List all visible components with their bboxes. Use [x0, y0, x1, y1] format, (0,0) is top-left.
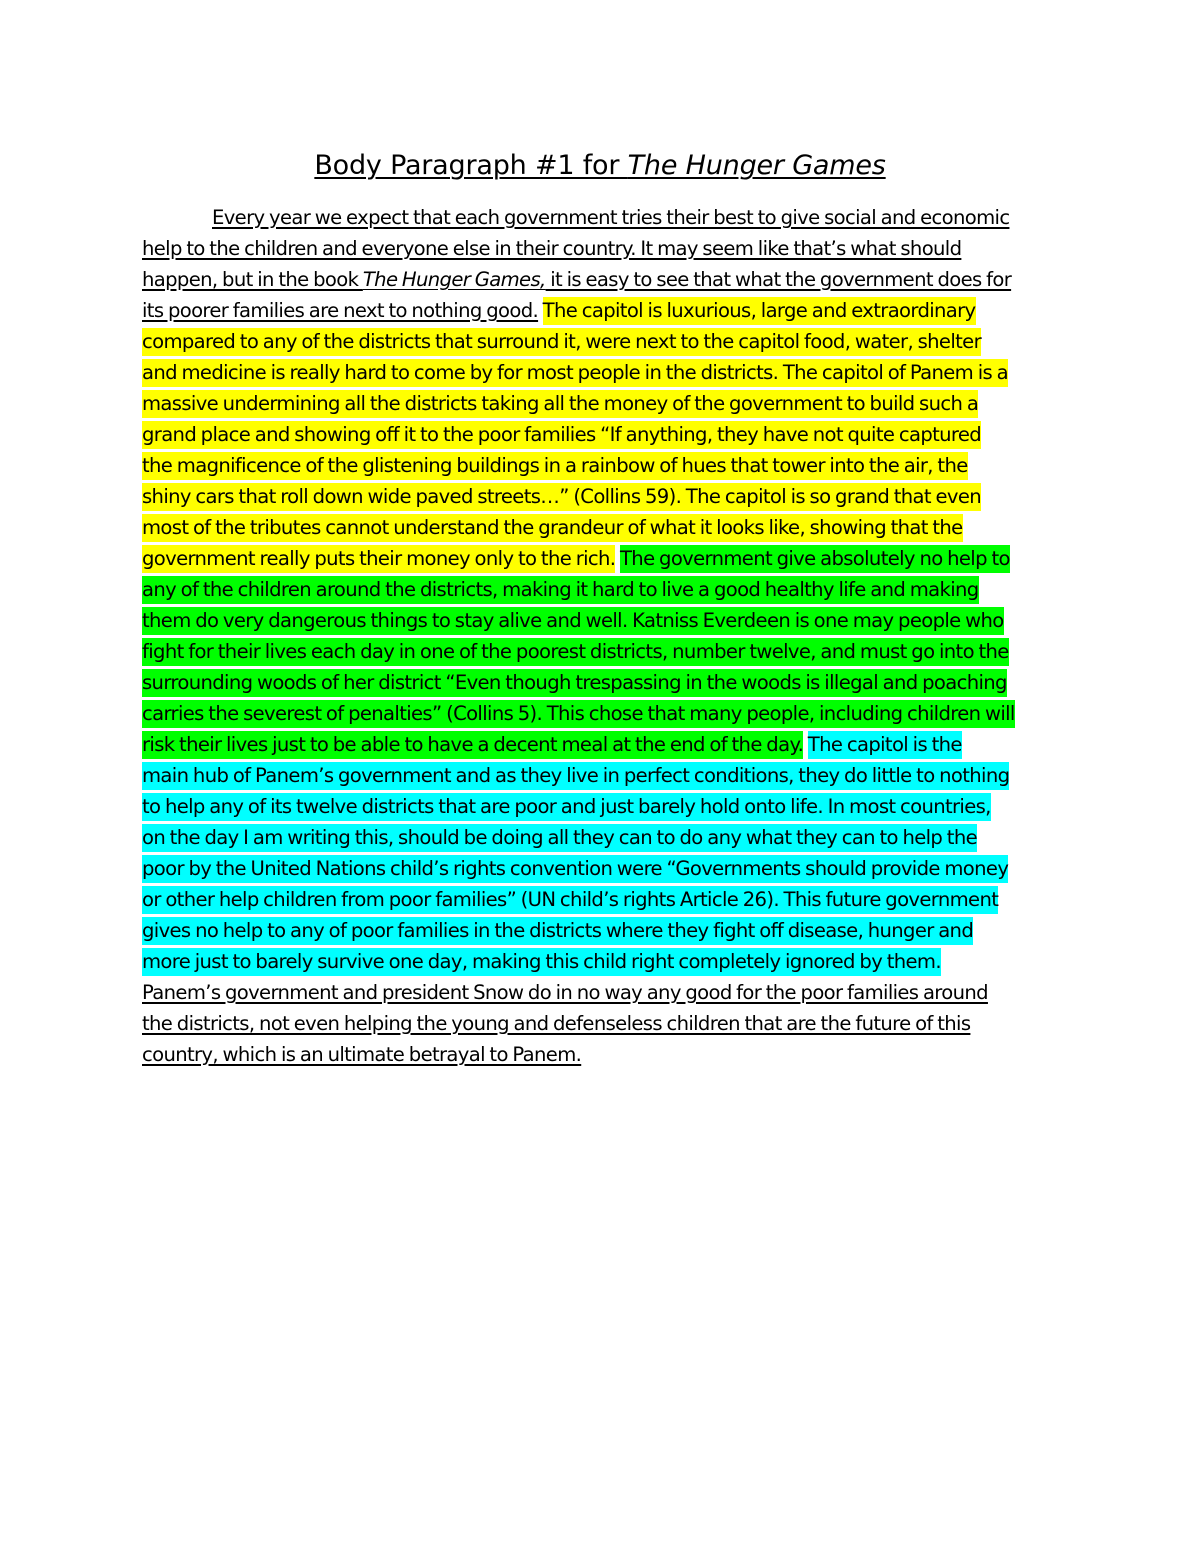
closing-text-segment: country, which is an ultimate betrayal to Panem.: [142, 1043, 582, 1066]
yellow-text-segment: The capitol is luxurious, large and extraordinary: [543, 297, 976, 325]
yellow-text-segment: massive undermining all the districts taking all the money of the government to build such a: [142, 390, 978, 418]
closing-text-segment: Panem’s government and president Snow do in no way any good for the poor families around: [142, 981, 988, 1004]
paragraph-line: [142, 233, 1062, 264]
paragraph-line: [142, 450, 1062, 481]
cyan-text-segment: poor by the United Nations child’s rights convention were “Governments should provide money: [142, 855, 1008, 883]
yellow-text-segment: shiny cars that roll down wide paved streets…” (Collins 59). The capitol is so grand that even: [142, 483, 981, 511]
paragraph-line: [142, 760, 1062, 791]
paragraph-line: [142, 853, 1062, 884]
title-book-name: The Hunger Games: [627, 150, 886, 181]
paragraph-line: [142, 1039, 1062, 1070]
closing-text-segment: the districts, not even helping the young and defenseless children that are the future of this: [142, 1012, 971, 1035]
yellow-text-segment: and medicine is really hard to come by for most people in the districts. The capitol of Panem is a: [142, 359, 1008, 387]
body-paragraph: [142, 202, 1062, 1070]
yellow-text-segment: grand place and showing off it to the poor families “If anything, they have not quite captured: [142, 421, 981, 449]
paragraph-line: [142, 574, 1062, 605]
paragraph-line: [142, 636, 1062, 667]
yellow-text-segment: compared to any of the districts that surround it, were next to the capitol food, water, shelter: [142, 328, 981, 356]
page-title: [0, 146, 1200, 186]
cyan-text-segment: or other help children from poor families” (UN child’s rights Article 26). This future government: [142, 886, 998, 914]
green-text-segment: surrounding woods of her district “Even though trespassing in the woods is illegal and poaching: [142, 669, 1007, 697]
yellow-text-segment: the magnificence of the glistening buildings in a rainbow of hues that tower into the air, the: [142, 452, 968, 480]
green-text-segment: them do very dangerous things to stay alive and well. Katniss Everdeen is one may people who: [142, 607, 1004, 635]
paragraph-line: [142, 822, 1062, 853]
intro-text-segment: help to the children and everyone else in their country. It may seem like that’s what should: [142, 237, 962, 260]
cyan-text-segment: gives no help to any of poor families in the districts where they fight off disease, hunger and: [142, 917, 973, 945]
paragraph-line: [142, 729, 1062, 760]
green-text-segment: risk their lives just to be able to have a decent meal at the end of the day.: [142, 731, 803, 759]
green-text-segment: fight for their lives each day in one of the poorest districts, number twelve, and must go into the: [142, 638, 1009, 666]
paragraph-line: [142, 388, 1062, 419]
paragraph-line: [142, 326, 1062, 357]
cyan-text-segment: to help any of its twelve districts that are poor and just barely hold onto life. In most countries,: [142, 793, 991, 821]
cyan-text-segment: more just to barely survive one day, making this child right completely ignored by them.: [142, 948, 941, 976]
green-text-segment: carries the severest of penalties” (Collins 5). This chose that many people, including children will: [142, 700, 1015, 728]
paragraph-line: [142, 946, 1062, 977]
paragraph-line: [142, 698, 1062, 729]
intro-italic-text-segment: The Hunger Games,: [362, 268, 546, 291]
paragraph-line: [142, 543, 1062, 574]
green-text-segment: any of the children around the districts, making it hard to live a good healthy life and making: [142, 576, 979, 604]
paragraph-line: [142, 202, 1062, 233]
intro-text-segment: happen, but in the book: [142, 268, 363, 291]
paragraph-line: [142, 264, 1062, 295]
paragraph-line: [142, 512, 1062, 543]
yellow-text-segment: most of the tributes cannot understand the grandeur of what it looks like, showing that the: [142, 514, 963, 542]
paragraph-line: [142, 667, 1062, 698]
green-text-segment: The government give absolutely no help to: [620, 545, 1010, 573]
title-prefix: Body Paragraph #1 for: [314, 150, 628, 181]
intro-text-segment: it is easy to see that what the government does for: [545, 268, 1012, 291]
paragraph-line: [142, 481, 1062, 512]
paragraph-line: [142, 357, 1062, 388]
yellow-text-segment: government really puts their money only to the rich.: [142, 545, 615, 573]
intro-text-segment: its poorer families are next to nothing good.: [142, 299, 539, 322]
paragraph-line: [142, 295, 1062, 326]
intro-text-segment: Every year we expect that each government tries their best to give social and economic: [212, 206, 1010, 229]
paragraph-line: [142, 1008, 1062, 1039]
cyan-text-segment: on the day I am writing this, should be doing all they can to do any what they can to help the: [142, 824, 977, 852]
paragraph-line: [142, 915, 1062, 946]
paragraph-line: [142, 605, 1062, 636]
cyan-text-segment: The capitol is the: [808, 731, 962, 759]
paragraph-line: [142, 791, 1062, 822]
paragraph-line: [142, 884, 1062, 915]
paragraph-line: [142, 419, 1062, 450]
paragraph-line: [142, 977, 1062, 1008]
plain-text-segment: [538, 297, 543, 325]
cyan-text-segment: main hub of Panem’s government and as they live in perfect conditions, they do little to nothing: [142, 762, 1009, 790]
